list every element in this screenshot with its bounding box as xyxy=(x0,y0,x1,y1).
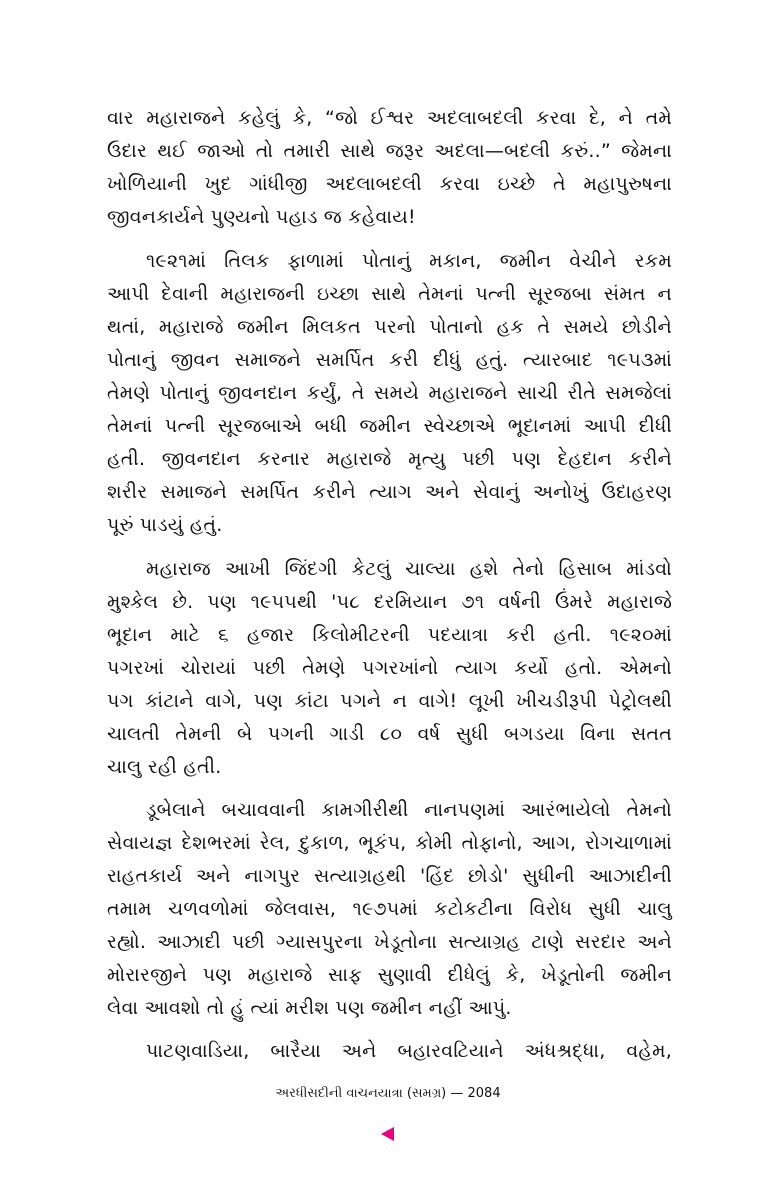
text-line: આપી દેવાની મહારાજની ઇચ્છા સાથે તેમનાં પત્ની સૂરજબા સંમત ન xyxy=(107,283,672,305)
text-line: ચાલતી તેમની બે પગની ગાડી ૮૦ વર્ષ સુધી બગડયા વિના સતત xyxy=(107,723,672,745)
text-line: મુશ્કેલ છે. પણ ૧૯૫૫થી '૫૮ દરમિયાન ૭૧ વર્ષની ઉંમરે મહારાજે xyxy=(107,591,672,613)
page-footer: અરધીસદીની વાચનયાત્રા (સમગ્ર) — 2084 xyxy=(275,1086,501,1101)
text-line: પાટણવાડિયા, બારૈયા અને બહારવટિયાને અંધશ્રદ્ધા, વહેમ, xyxy=(146,1040,672,1062)
text-line: મોરારજીને પણ મહારાજે સાફ સુણાવી દીધેલું કે, ખેડૂતોની જમીન xyxy=(107,964,672,986)
triangle-left-icon[interactable] xyxy=(381,1127,394,1141)
text-line: વાર મહારાજને કહેલું કે, “જો ઈશ્વર અદલાબદલી કરવા દે, ને તમે xyxy=(107,107,672,129)
text-line: પગરખાં ચોરાયાં પછી તેમણે પગરખાંનો ત્યાગ કર્યો હતો. એમનો xyxy=(107,657,672,679)
text-line: ડૂબેલાને બચાવવાની કામગીરીથી નાનપણમાં આરંભાયેલો તેમનો xyxy=(146,799,672,821)
text-line: ભૂદાન માટે ૬ હજાર કિલોમીટરની પદયાત્રા કરી હતી. ૧૯૨૦માં xyxy=(107,624,672,646)
text-line: પોતાનું જીવન સમાજને સમર્પિત કરી દીધું હતું. ત્યારબાદ ૧૯૫૩માં xyxy=(107,349,672,371)
text-line: રહ્યો. આઝાદી પછી ગ્યાસપુરના ખેડૂતોના સત્યાગ્રહ ટાણે સરદાર અને xyxy=(107,931,672,953)
text-line: તેમનાં પત્ની સૂરજબાએ બધી જમીન સ્વેચ્છાએ ભૂદાનમાં આપી દીધી xyxy=(107,415,672,437)
text-line: ચાલુ રહી હતી. xyxy=(107,756,222,778)
text-line: મહારાજ આખી જિંદગી કેટલું ચાલ્યા હશે તેનો હિસાબ માંડવો xyxy=(146,558,672,580)
text-line: શરીર સમાજને સમર્પિત કરીને ત્યાગ અને સેવાનું અનોખું ઉદાહરણ xyxy=(107,481,672,503)
text-line: તેમણે પોતાનું જીવનદાન કર્યું, તે સમયે મહારાજને સાચી રીતે સમજેલાં xyxy=(107,382,672,404)
text-line: ઉદાર થઈ જાઓ તો તમારી સાથે જરૂર અદલા—બદલી કરું..” જેમના xyxy=(107,140,672,162)
text-line: જીવનકાર્યને પુણ્યનો પહાડ જ કહેવાય! xyxy=(107,206,416,228)
text-line: પગ કાંટાને વાગે, પણ કાંટા પગને ન વાગે! લૂખી ખીચડીરૂપી પેટ્રોલથી xyxy=(107,690,672,712)
text-line: લેવા આવશો તો હું ત્યાં મરીશ પણ જમીન નહીં આપું. xyxy=(107,997,512,1019)
text-line: સેવાયજ્ઞ દેશભરમાં રેલ, દુકાળ, ભૂકંપ, કોમી તોફાનો, આગ, રોગચાળામાં xyxy=(107,832,672,854)
text-line: હતી. જીવનદાન કરનાર મહારાજે મૃત્યુ પછી પણ દેહદાન કરીને xyxy=(107,448,672,470)
text-line: થતાં, મહારાજે જમીન મિલકત પરનો પોતાનો હક તે સમયે છોડીને xyxy=(107,316,672,338)
text-line: ખોળિયાની ખુદ ગાંધીજી અદલાબદલી કરવા ઇચ્છે તે મહાપુરુષના xyxy=(107,173,672,195)
text-line: રાહતકાર્ય અને નાગપુર સત્યાગ્રહથી 'હિંદ છોડો' સુધીની આઝાદીની xyxy=(107,865,672,887)
text-line: પૂરું પાડયું હતું. xyxy=(107,514,223,536)
text-line: ૧૯૨૧માં તિલક ફાળામાં પોતાનું મકાન, જમીન વેચીને રકમ xyxy=(146,250,672,272)
text-line: તમામ ચળવળોમાં જેલવાસ, ૧૯૭૫માં કટોકટીના વિરોધ સુધી ચાલુ xyxy=(107,898,672,920)
